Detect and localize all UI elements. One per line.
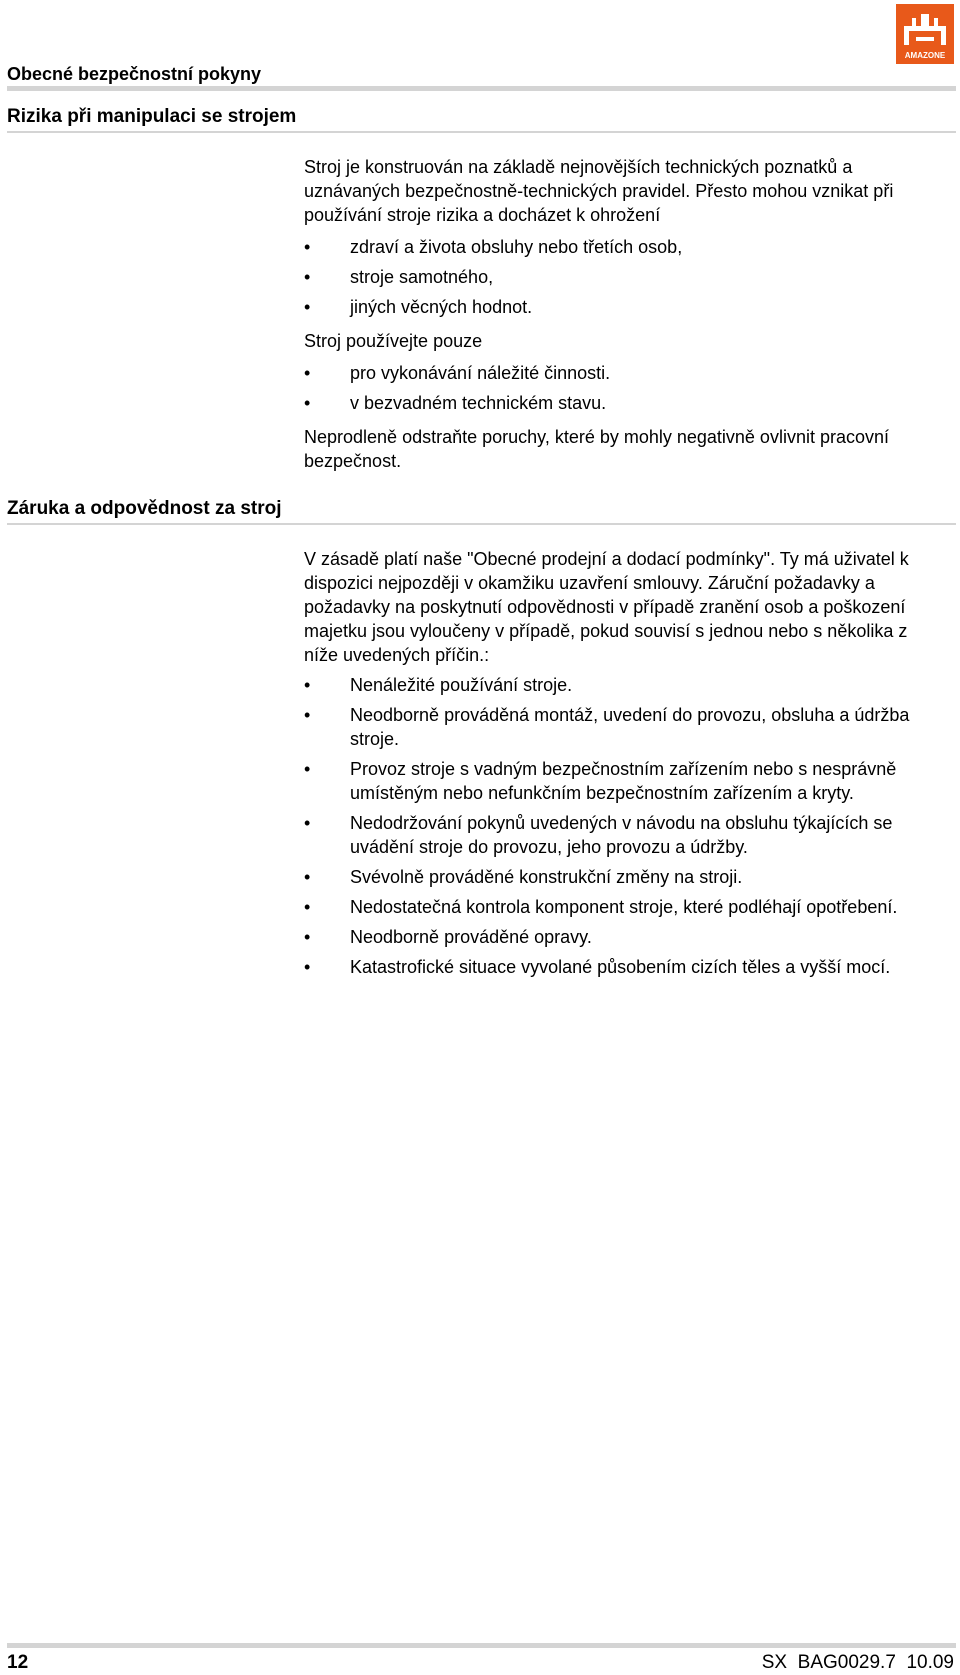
use-intro: Stroj používejte pouze xyxy=(304,331,483,351)
list-item: • Katastrofické situace vyvolané působením cizích těles a vyšší mocí. xyxy=(304,957,891,977)
document-id: SX BAG0029.7 10.09 xyxy=(761,1652,954,1673)
page-number: 12 xyxy=(7,1652,29,1673)
section-heading-warranty: Záruka a odpovědnost za stroj xyxy=(7,498,282,519)
causes-list xyxy=(304,673,944,979)
section-divider xyxy=(7,523,956,525)
section-divider xyxy=(7,131,956,133)
risks-intro: Stroj je konstruován na základě nejnovějších technických poznatků a uznávaných bezpečnostně-technických pravidel. Přesto mohou vznikat při používání stroje rizika a docházet k ohrožení xyxy=(304,157,894,225)
list-item: • v bezvadném technickém stavu. xyxy=(304,393,607,413)
list-item: • Svévolně prováděné konstrukční změny na stroji. xyxy=(304,867,743,887)
warranty-body xyxy=(304,547,944,979)
list-item: • pro vykonávání náležité činnosti. xyxy=(304,363,611,383)
list-item: • zdraví a života obsluhy nebo třetích osob, xyxy=(304,237,683,257)
risks-list xyxy=(304,235,944,319)
list-item: • Neodborně prováděné opravy. xyxy=(304,927,592,947)
section-heading-risks: Rizika při manipulaci se strojem xyxy=(7,106,297,127)
use-list xyxy=(304,361,944,415)
list-item: • Nedostatečná kontrola komponent stroje, které podléhají opotřebení. xyxy=(304,897,898,917)
footer-divider xyxy=(7,1643,956,1648)
list-item: • jiných věcných hodnot. xyxy=(304,297,533,317)
risks-closing: Neprodleně odstraňte poruchy, které by mohly negativně ovlivnit pracovní bezpečnost. xyxy=(304,427,889,471)
list-item: • Neodborně prováděná montáž, uvedení do provozu, obsluha a údržba stroje. xyxy=(304,705,910,749)
amazone-logo xyxy=(896,4,954,64)
logo-text: AMAZONE xyxy=(904,51,946,60)
list-item: • Nedodržování pokynů uvedených v návodu na obsluhu týkajících se uvádění stroje do provozu, jeho provozu a údržby. xyxy=(304,813,893,857)
list-item: • stroje samotného, xyxy=(304,267,494,287)
list-item: • Nenáležité používání stroje. xyxy=(304,675,573,695)
list-item: • Provoz stroje s vadným bezpečnostním zařízením nebo s nesprávně umístěným nebo nefunkčním bezpečnostním zařízením a kryty. xyxy=(304,759,897,803)
warranty-intro: V zásadě platí naše "Obecné prodejní a dodací podmínky". Ty má uživatel k dispozici nejpozději v okamžiku uzavření smlouvy. Záruční požadavky a požadavky na poskytnutí odpovědnosti v případě zranění osob a poškození majetku jsou vyloučeny v případě, pokud souvisí s jednou nebo s několika z níže uvedených příčin.: xyxy=(304,549,909,665)
header-divider xyxy=(7,86,956,91)
risks-body xyxy=(304,155,944,473)
page-header-title: Obecné bezpečnostní pokyny xyxy=(7,64,262,84)
